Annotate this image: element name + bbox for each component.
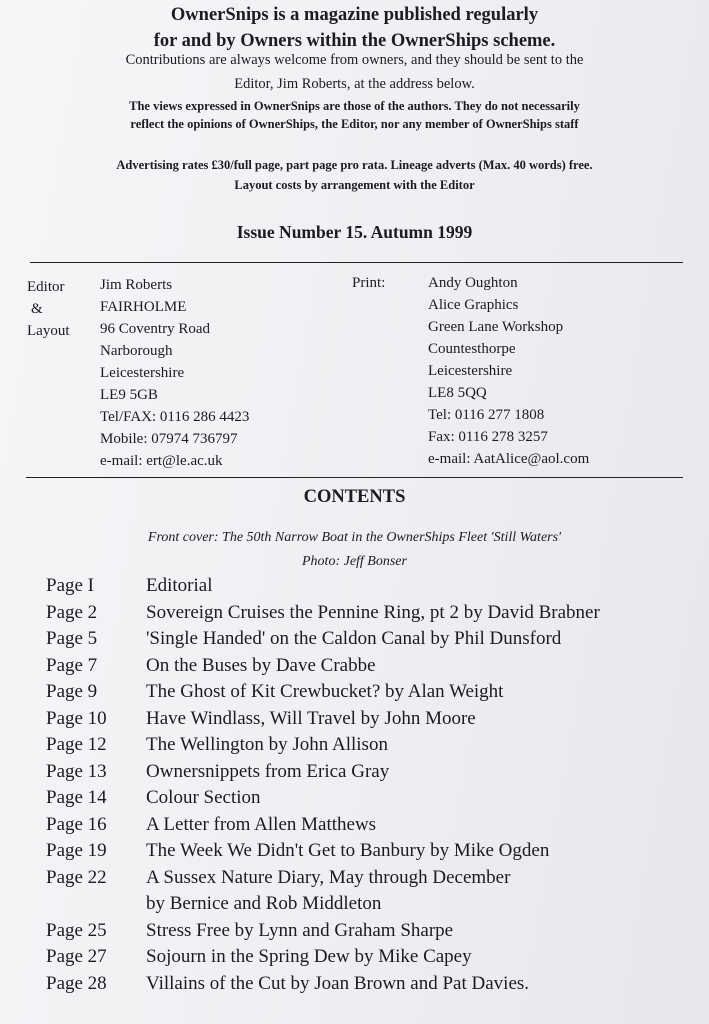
editor-role-label (27, 276, 70, 342)
editor-role-line: & (31, 301, 43, 317)
editor-address-line: Narborough (100, 343, 173, 359)
editor-role-line: Editor (27, 279, 65, 295)
masthead-statement (0, 2, 709, 54)
contents-row[interactable] (46, 653, 696, 680)
disclaimer-line-1: The views expressed in OwnerSnips are those of the authors. They do not necessarily (129, 99, 580, 113)
editor-address (100, 274, 249, 472)
disclaimer (0, 97, 709, 133)
print-phone: Tel: 0116 277 1808 (428, 407, 545, 423)
print-postcode: LE8 5QQ (428, 385, 487, 401)
contents-row[interactable] (46, 706, 696, 733)
contents-row[interactable] (46, 785, 696, 812)
article-title: Have Windlass, Will Travel by John Moore (146, 707, 476, 729)
contents-row[interactable] (46, 918, 696, 945)
print-fax: Fax: 0116 278 3257 (428, 429, 548, 445)
contents-row[interactable] (46, 838, 696, 865)
article-title: 'Single Handed' on the Caldon Canal by Phil Dunsford (146, 628, 562, 649)
article-title: Sovereign Cruises the Pennine Ring, pt 2 by David Brabner (146, 601, 600, 623)
printer-name: Andy Oughton (428, 275, 518, 291)
contributions-note (0, 48, 709, 96)
print-address-line: Green Lane Workshop (428, 319, 564, 335)
contents-row[interactable] (46, 759, 696, 786)
print-address-line: Leicestershire (428, 363, 513, 379)
contents-row[interactable] (46, 812, 696, 839)
article-title: A Letter from Allen Matthews (146, 813, 377, 835)
page-number: Page 12 (46, 734, 107, 755)
page-number: Page 14 (46, 787, 107, 808)
editor-mobile: Mobile: 07974 736797 (100, 431, 238, 447)
article-title: On the Buses by Dave Crabbe (146, 654, 376, 676)
editor-address-line: FAIRHOLME (100, 299, 187, 315)
contents-row[interactable] (46, 732, 696, 759)
page-number: Page 2 (46, 601, 98, 623)
advertising-line-1: Advertising rates £30/full page, part page pro rata. Lineage adverts (Max. 40 words) free. (116, 158, 593, 172)
contents-heading: CONTENTS (303, 487, 406, 507)
cover-caption (0, 526, 709, 574)
page-number: Page 9 (46, 681, 98, 702)
page-number: Page 25 (46, 919, 107, 941)
top-divider (30, 262, 683, 263)
editor-email[interactable]: e-mail: ert@le.ac.uk (100, 453, 223, 469)
contents-divider (26, 477, 683, 478)
article-title: Stress Free by Lynn and Graham Sharpe (146, 919, 454, 941)
issue-number: Issue Number 15. Autumn 1999 (236, 222, 473, 242)
page-number: Page 13 (46, 760, 107, 782)
contents-row[interactable] (46, 865, 696, 918)
print-role-label: Print: (352, 275, 386, 291)
print-address-line: Countesthorpe (428, 341, 516, 357)
editor-role-line: Layout (27, 323, 70, 339)
print-address-line: Alice Graphics (428, 297, 519, 313)
page-number: Page 27 (46, 946, 107, 967)
photo-credit: Photo: Jeff Bonser (302, 554, 407, 569)
contributions-line-2: Editor, Jim Roberts, at the address below. (234, 76, 475, 92)
article-title: Ownersnippets from Erica Gray (146, 760, 390, 782)
article-title: Colour Section (146, 787, 261, 808)
contents-row[interactable] (46, 971, 696, 998)
contents-row[interactable] (46, 944, 696, 971)
editor-phone: Tel/FAX: 0116 286 4423 (100, 409, 250, 425)
disclaimer-line-2: reflect the opinions of OwnerShips, the Editor, nor any member of OwnerShips staff (130, 117, 579, 131)
article-title-block (146, 865, 696, 918)
contents-list (46, 573, 696, 997)
page-number: Page 28 (46, 972, 107, 994)
page-number: Page 19 (46, 840, 107, 861)
page-number: Page 7 (46, 654, 98, 676)
print-address (428, 272, 589, 470)
article-title: The Week We Didn't Get to Banbury by Mike Ogden (146, 840, 550, 861)
editor-name: Jim Roberts (100, 277, 173, 293)
article-title-continued: by Bernice and Rob Middleton (146, 893, 382, 914)
article-title: The Wellington by John Allison (146, 734, 388, 755)
contents-row[interactable] (46, 679, 696, 706)
contributions-line-1: Contributions are always welcome from owners, and they should be sent to the (125, 52, 584, 68)
article-title: Editorial (146, 575, 213, 596)
masthead-line-2: for and by Owners within the OwnerShips scheme. (153, 31, 556, 51)
advertising-line-2: Layout costs by arrangement with the Editor (234, 178, 475, 192)
editor-address-line: 96 Coventry Road (100, 321, 210, 337)
editor-address-line: Leicestershire (100, 365, 185, 381)
article-title: Sojourn in the Spring Dew by Mike Capey (146, 946, 472, 967)
page-number: Page 10 (46, 707, 107, 729)
article-title: A Sussex Nature Diary, May through December (146, 866, 511, 888)
contents-row[interactable] (46, 573, 696, 600)
masthead-line-1: OwnerSnips is a magazine published regularly (170, 5, 539, 25)
editor-postcode: LE9 5GB (100, 387, 158, 403)
contents-row[interactable] (46, 626, 696, 653)
print-email[interactable]: e-mail: AatAlice@aol.com (428, 451, 590, 467)
article-title: The Ghost of Kit Crewbucket? by Alan Weight (146, 681, 504, 702)
page-number: Page I (46, 575, 95, 596)
advertising-rates (0, 155, 709, 195)
article-title: Villains of the Cut by Joan Brown and Pat Davies. (146, 972, 530, 994)
page-number: Page 5 (46, 628, 98, 649)
cover-caption-line: Front cover: The 50th Narrow Boat in the OwnerShips Fleet 'Still Waters' (147, 530, 562, 545)
page-number: Page 22 (46, 866, 107, 888)
contents-row[interactable] (46, 600, 696, 627)
page-number: Page 16 (46, 813, 107, 835)
